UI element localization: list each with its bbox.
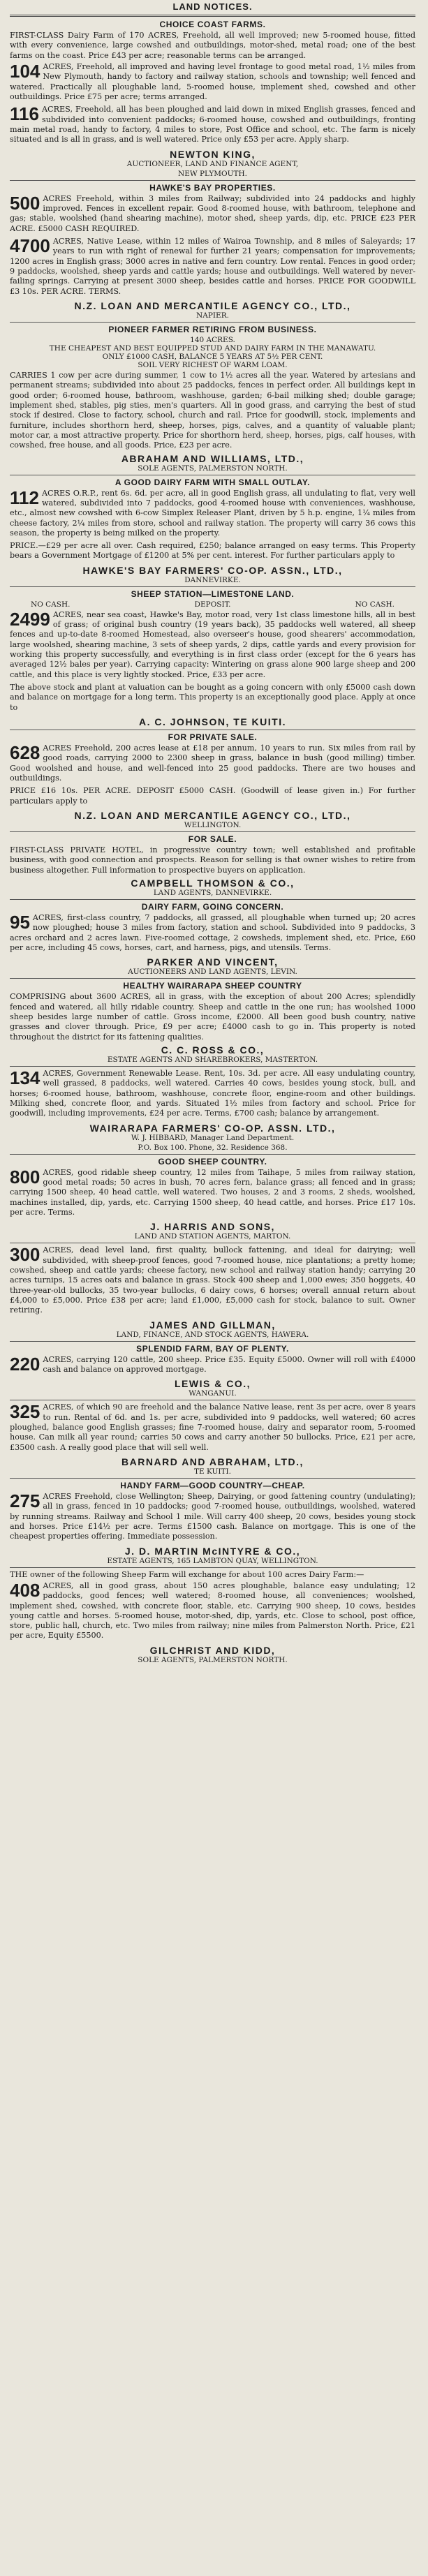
ad-heading: GOOD SHEEP COUNTRY. xyxy=(158,1156,267,1167)
ad-heading: PIONEER FARMER RETIRING FROM BUSINESS. xyxy=(108,324,317,334)
terms-cell: DEPOSIT. xyxy=(194,600,231,609)
acreage-figure: 325 xyxy=(10,1401,40,1423)
agent-name: WAIRARAPA FARMERS' CO-OP. ASSN. LTD., xyxy=(89,1122,336,1134)
ad-paragraph xyxy=(10,1581,415,1641)
ad-heading: HANDY FARM—GOOD COUNTRY—CHEAP. xyxy=(120,1480,305,1490)
section-rule xyxy=(10,899,415,900)
ad-paragraph xyxy=(10,992,415,1042)
ad-body-text: ACRES, good ridable sheep country, 12 miles from Taihape, 5 miles from railway station, good metal roads; 50 acres in bush, 70 acres fern, balance grass; all fenced and in grass; carrying 1500 sheep, 40 head cattle, well watered. Two houses, 2 and 3 rooms, 2 sheds, woolshed, machines installed, dip, yards, etc. Carrying 1500 sheep, 40 head cattle, and horses. Price £17 10s. per acre. Terms. xyxy=(10,1167,415,1217)
agent-name: ABRAHAM AND WILLIAMS, LTD., xyxy=(121,452,304,464)
ad-paragraph xyxy=(10,105,415,145)
agent-name: HAWKE'S BAY FARMERS' CO-OP. ASSN., LTD., xyxy=(82,564,343,576)
section-rule xyxy=(10,586,415,587)
ad-body-text: FIRST-CLASS Dairy Farm of 170 ACRES, Freehold, all well improved; new 5-roomed house, fitted with every convenience, large cowshed and outbuildings, motor-shed, metal road; one of the best farms on the coast. Price £43 per acre; reasonable terms can be arranged. xyxy=(10,31,415,60)
ad-paragraph xyxy=(10,194,415,234)
land-ad xyxy=(10,1481,415,1565)
ad-subheading: 140 ACRES. xyxy=(190,335,235,344)
ads-list xyxy=(10,20,415,1664)
land-ad xyxy=(10,589,415,727)
section-rule xyxy=(10,1066,415,1067)
ad-paragraph xyxy=(10,1245,415,1315)
agent-name: CAMPBELL THOMSON & CO., xyxy=(131,878,295,889)
ad-subheading: THE CHEAPEST AND BEST EQUIPPED STUD AND DAIRY FARM IN THE MANAWATU. xyxy=(49,343,376,353)
ad-body-text: ACRES, all in good grass, about 150 acres ploughable, balance easy undulating; 12 paddocks, good fences; well watered; 8-roomed house, all conveniences; woolshed, implement shed, cowshed, with concrete floor, stable, etc. Carrying 900 sheep, 10 cows, besides young cattle and horses. 5-roomed house, motor-shed, dip, yards, etc. Close to school, post office, store, public hall, church, etc. Two miles from railway; nine miles from Palmerston North. Price, £21 per acre, Equity £5500. xyxy=(10,1581,415,1641)
acreage-figure: 104 xyxy=(10,60,40,82)
section-rule xyxy=(10,1341,415,1342)
section-rule xyxy=(10,978,415,979)
agent-location: ESTATE AGENTS AND SHAREBROKERS, MASTERTON. xyxy=(107,1056,318,1064)
ad-body-text: PRICE £16 10s. PER ACRE. DEPOSIT £5000 CASH. (Goodwill of lease given in.) For further particulars apply to xyxy=(10,786,415,806)
ad-heading: SHEEP STATION—LIMESTONE LAND. xyxy=(131,589,295,599)
ad-paragraph xyxy=(10,1402,415,1453)
ad-body-text: ACRES, Freehold, all improved and having level frontage to good metal road, 1½ miles from New Plymouth, handy to factory and railway station, schools and township; well fenced and watered. Practically all ploughable land, 5-roomed house, implement shed, cowshed and other outbuildings. Price £75 per acre; terms arranged. xyxy=(10,61,415,101)
ad-paragraph xyxy=(10,489,415,539)
section-rule xyxy=(10,1154,415,1155)
land-ad xyxy=(10,183,415,320)
land-ad xyxy=(10,1245,415,1338)
land-ad xyxy=(10,1157,415,1241)
ad-body-text: ACRES O.R.P., rent 6s. 6d. per acre, all in good English grass, all undulating to flat, very well watered, subdivided into 7 paddocks, good 4-roomed house with conveniences, washhouse, etc., almost new cowshed with 6-cow Simplex Releaser Plant, driven by 5 h.p. engine, 1¼ miles from cheese factory, 2¼ miles from store, school and railway station. The property will carry 36 cows this season, the property is being milked on the property. xyxy=(10,488,415,538)
ad-heading: DAIRY FARM, GOING CONCERN. xyxy=(141,902,284,912)
agent-name: J. HARRIS AND SONS, xyxy=(150,1221,275,1233)
agent-name: J. D. MARTIN McINTYRE & CO., xyxy=(124,1545,301,1557)
agent-location: SOLE AGENTS, PALMERSTON NORTH. xyxy=(138,1655,288,1664)
agent-location: AUCTIONEER, LAND AND FINANCE AGENT, xyxy=(126,159,299,168)
ad-body-text: FIRST-CLASS PRIVATE HOTEL, in progressive country town; well established and profitable business, with good connection and prospects. Reason for selling is that owner wishes to retire from business altogether. Full information to prospective buyers on application. xyxy=(10,845,415,875)
land-ad xyxy=(10,1402,415,1476)
agent-name: PARKER AND VINCENT, xyxy=(147,956,279,968)
section-rule xyxy=(10,180,415,181)
ad-paragraph xyxy=(10,31,415,61)
ad-body-text: ACRES, dead level land, first quality, bullock fattening, and ideal for dairying; well subdivided, with sheep-proof fences, good 7-roomed house, nice plantations; a pretty home; cowshed, sheep and cattle yards; cheese factory, new school and railway station handy; carrying 20 acres turnips, 15 acres oats and balance in grass. Stock 400 sheep and 1,000 ewes; 350 hoggets, 40 three-year-old bullocks, 35 two-year bullocks, 6 dairy cows, 6 horses; overall annual return about £4,000 to £5,000. Price £38 per acre; land £1,000, £5,000 cash for stock, balance to suit. Owner retiring. xyxy=(10,1245,415,1315)
ad-heading: FOR PRIVATE SALE. xyxy=(168,732,258,743)
agent-location: LAND, FINANCE, AND STOCK AGENTS, HAWERA. xyxy=(116,1330,309,1339)
ad-heading: A GOOD DAIRY FARM WITH SMALL OUTLAY. xyxy=(115,477,311,487)
ad-body-text: PRICE.—£29 per acre all over. Cash required, £250; balance arranged on easy terms. This Property bears a Government Mortgage of £1200 at 5% per cent. interest. For further particulars apply to xyxy=(10,541,415,561)
ad-subheading: SOIL VERY RICHEST OF WARM LOAM. xyxy=(138,360,288,369)
land-ad xyxy=(10,20,415,178)
land-ad xyxy=(10,325,415,473)
ad-paragraph xyxy=(10,845,415,875)
land-ad xyxy=(10,478,415,584)
agent-name: LEWIS & CO., xyxy=(175,1378,251,1390)
ad-paragraph xyxy=(10,541,415,561)
agent-name: A. C. JOHNSON, TE KUITI. xyxy=(138,716,286,728)
ad-body-text: ACRES Freehold, 200 acres lease at £18 per annum, 10 years to run. Six miles from rail by good roads, carrying 2000 to 2300 sheep in grass, balance in bush (good milling) timber. Good woolshed and house, and well-fenced into 25 good paddocks. There are two houses and outbuildings. xyxy=(10,743,415,783)
land-ad xyxy=(10,902,415,976)
agent-location: LAND AND STATION AGENTS, MARTON. xyxy=(134,1232,291,1241)
ad-body-text: ACRES Freehold, close Wellington; Sheep, Dairying, or good fattening country (undulating); all in grass, fenced in 10 paddocks; good 7-roomed house, outbuildings, woolshed, watered by running streams. Railway and School 1 mile. Will carry 400 sheep, 20 cows, besides young stock and horses. Price £14½ per acre. Terms £1500 cash. Balance on mortgage. This is one of the cheapest properties offering. Immediate possession. xyxy=(10,1491,415,1541)
ad-paragraph xyxy=(10,610,415,680)
agent-location: WANGANUI. xyxy=(189,1389,237,1398)
ad-paragraph xyxy=(10,1168,415,1218)
ad-body-text: COMPRISING about 3600 ACRES, all in grass, with the exception of about 200 Acres; splendidly fenced and watered, all hilly ridable country. Sheep and cattle in the one run; has woolshed 1000 sheep besides large number of cattle. Gross income, £2000. All been good bush country, native grasses and clover through. Price, £9 per acre; £4000 cash to go in. This property is noted throughout the district for its fattening qualities. xyxy=(10,992,415,1042)
acreage-figure: 116 xyxy=(10,103,39,125)
acreage-figure: 275 xyxy=(10,1490,40,1511)
ad-paragraph xyxy=(10,237,415,297)
ad-paragraph xyxy=(10,786,415,806)
section-rule xyxy=(10,1478,415,1479)
agent-location: NAPIER. xyxy=(196,311,229,320)
ad-heading: HAWKE'S BAY PROPERTIES. xyxy=(149,182,276,193)
land-ad xyxy=(10,981,415,1064)
column-title: LAND NOTICES. xyxy=(172,1,253,12)
ad-paragraph xyxy=(10,1570,415,1580)
ad-body-text: ACRES, Freehold, all has been ploughed and laid down in mixed English grasses, fenced and subdivided into convenient paddocks; 6-roomed house, cowshed and outbuildings, fronting main metal road, handy to factory, 4 miles to store, Post Office and school, etc. The farm is nicely situated and is all in grass, and is well watered. Price only £53 per acre. Apply sharp. xyxy=(10,105,415,145)
ad-body-text: CARRIES 1 cow per acre during summer, 1 cow to 1½ acres all the year. Watered by artesians and permanent streams; subdivided into about 25 paddocks, fences in perfect order. All buildings kept in good order; 6-roomed house, bathroom, washhouse, garden; 6-bail milking shed; double garage; implement shed, stables, pig sties, men's quarters. All in good grass, and carrying the best of stud stock if desired. Close to factory, school, church and rail. Price for goodwill, stock, implements and furniture, includes shorthorn herd, sheep, horses, pigs, calves, and a quantity of valuable plant; motor car, a most attractive property. Price for shorthorn herd, sheep, horses, pigs, calf houses, with cowshed, free house, and all goods. Price, £23 per acre. xyxy=(10,370,415,450)
ad-body-text: ACRES, Native Lease, within 12 miles of Wairoa Township, and 8 miles of Saleyards; 17 years to run with right of renewal for further 21 years; compensation for improvements; 1200 acres in English grass; 3000 acres in native and fern country. Low rental. Fences in good order; 9 paddocks, woolshed, sheep yards and cattle yards; house and outbuildings. Well watered by never-failing springs. Carrying at present 3000 sheep, besides cattle and horses. PRICE FOR GOODWILL £3 10s. PER ACRE. TERMS. xyxy=(10,236,415,296)
agent-name: JAMES AND GILLMAN, xyxy=(149,1319,276,1331)
land-ad xyxy=(10,1344,415,1398)
acreage-figure: 800 xyxy=(10,1166,40,1187)
ad-heading: CHOICE COAST FARMS. xyxy=(159,20,266,29)
acreage-figure: 220 xyxy=(10,1353,40,1375)
ad-heading: FOR SALE. xyxy=(188,834,237,845)
agent-location: SOLE AGENTS, PALMERSTON NORTH. xyxy=(138,464,288,473)
agent-name: N.Z. LOAN AND MERCANTILE AGENCY CO., LTD., xyxy=(74,299,351,311)
agent-location: W. J. HIBBARD, Manager Land Department. xyxy=(131,1133,295,1142)
section-rule xyxy=(10,831,415,832)
ad-paragraph xyxy=(10,683,415,713)
title-rule xyxy=(10,15,415,17)
ad-body-text: ACRES, carrying 120 cattle, 200 sheep. Price £35. Equity £5000. Owner will roll with £4000 cash and balance on approved mortgage. xyxy=(43,1354,415,1374)
agent-name: C. C. ROSS & CO., xyxy=(161,1044,265,1056)
ad-paragraph xyxy=(10,1355,415,1375)
ad-paragraph xyxy=(10,743,415,783)
agent-location: WELLINGTON. xyxy=(184,821,242,830)
ad-paragraph xyxy=(10,371,415,451)
agent-location: DANNEVIRKE. xyxy=(184,575,241,584)
agent-location: TE KUITI. xyxy=(194,1467,231,1476)
ad-body-text: ACRES, Government Renewable Lease. Rent, 10s. 3d. per acre. All easy undulating country, well grassed, 8 paddocks, well watered. Carries 40 cows, besides young stock, bull, and horses; 6-roomed house, bathroom, washhouse, concrete floor, engine-room and other buildings. Milking shed, concrete floor, and yards. Situated 1½ miles from factory and school. Price for goodwill, including improvements, £24 per acre. Terms, £700 cash; balance by arrangement. xyxy=(10,1069,415,1118)
ad-subheading: ONLY £1000 CASH, BALANCE 5 YEARS AT 5½ PER CENT. xyxy=(102,352,323,361)
terms-cell: NO CASH. xyxy=(31,600,71,609)
land-ad xyxy=(10,834,415,897)
acreage-figure: 112 xyxy=(10,487,39,508)
acreage-figure: 628 xyxy=(10,742,40,764)
land-ad xyxy=(10,1570,415,1664)
ad-heading: HEALTHY WAIRARAPA SHEEP COUNTRY xyxy=(123,981,302,991)
agent-name: GILCHRIST AND KIDD, xyxy=(149,1644,276,1656)
ad-body-text: The above stock and plant at valuation can be bought as a going concern with only £5000 cash down and balance on mortgage for a long term. This property is an exceptionally good place. Apply at once to xyxy=(10,683,415,712)
land-ad xyxy=(10,1069,415,1152)
ad-body-text: ACRES, of which 90 are freehold and the balance Native lease, rent 3s per acre, over 8 years to run. Rental of 6d. and 1s. per acre, subdivided into 9 paddocks, well watered; 60 acres ploughed, balance good English grasses; fine 7-roomed house, dairy and separator room, 5-roomed house. Can milk all year round; carries 50 cows and carry another 50 bullocks. Price, £21 per acre, £3500 cash. A really good place that will sell well. xyxy=(10,1402,415,1452)
agent-location: AUCTIONEERS AND LAND AGENTS, LEVIN. xyxy=(128,968,297,977)
ad-paragraph xyxy=(10,62,415,102)
land-ad xyxy=(10,732,415,829)
ad-body-text: ACRES, first-class country, 7 paddocks, all grassed, all ploughable when turned up; 20 acres now ploughed; house 3 miles from factory, station and school. Subdivided into 9 paddocks, 3 acres orchard and 2 acres lawn. Five-roomed cottage, 2 cowsheds, implement shed, etc. Price, £60 per acre, including 45 cows, horses, cart, and harness, pigs, and utensils. Terms. xyxy=(10,913,415,953)
ad-heading: SPLENDID FARM, BAY OF PLENTY. xyxy=(136,1343,289,1354)
acreage-figure: 95 xyxy=(10,912,30,933)
agent-name: NEWTON KING, xyxy=(170,148,256,160)
ad-body-text: ACRES Freehold, within 3 miles from Railway; subdivided into 24 paddocks and highly improved. Fences in excellent repair. Good 8-roomed house, with bathroom, telephone and gas; stable, woolshed (hand shearing machine), motor shed, sheep yards, dip, etc. PRICE £23 PER ACRE. £5000 CASH REQUIRED. xyxy=(10,193,415,233)
ad-body-text: ACRES, near sea coast, Hawke's Bay, motor road, very 1st class limestone hills, all in best of grass; of original bush country (19 years back), 35 paddocks well watered, all sheep fences and up-to-date 8-roomed Homestead, also overseer's house, good shearers' accommodation, large woolshed, shearing machine, 3 sets of sheep yards, 2 dips, cattle yards and every provision for working this property successfully, and everything is in first class order (except for the 6 years has averaged 12½ bales per year). Carrying capacity: Wintering on grass alone 900 large sheep and 200 cattle, and this place is very lightly stocked. Price, £33 per acre. xyxy=(10,609,415,679)
acreage-figure: 408 xyxy=(10,1579,40,1601)
terms-row xyxy=(31,600,394,609)
agent-location: NEW PLYMOUTH. xyxy=(178,169,247,178)
agent-location: LAND AGENTS, DANNEVIRKE. xyxy=(153,889,272,898)
section-rule xyxy=(10,1567,415,1568)
section-rule xyxy=(10,322,415,323)
agent-name: N.Z. LOAN AND MERCANTILE AGENCY CO., LTD., xyxy=(74,810,351,822)
agent-location: P.O. Box 100. Phone, 32. Residence 368. xyxy=(138,1143,288,1152)
acreage-figure: 300 xyxy=(10,1244,40,1266)
ad-body-text: THE owner of the following Sheep Farm will exchange for about 100 acres Dairy Farm:— xyxy=(10,1569,364,1579)
terms-cell: NO CASH. xyxy=(355,600,394,609)
acreage-figure: 2499 xyxy=(10,608,50,630)
acreage-figure: 4700 xyxy=(10,235,50,256)
acreage-figure: 500 xyxy=(10,192,40,214)
agent-name: BARNARD AND ABRAHAM, LTD., xyxy=(121,1456,304,1467)
agent-location: ESTATE AGENTS, 165 LAMBTON QUAY, WELLINGTON. xyxy=(107,1556,318,1565)
acreage-figure: 134 xyxy=(10,1067,40,1088)
ad-paragraph xyxy=(10,1069,415,1119)
ad-paragraph xyxy=(10,1492,415,1542)
ad-paragraph xyxy=(10,913,415,953)
